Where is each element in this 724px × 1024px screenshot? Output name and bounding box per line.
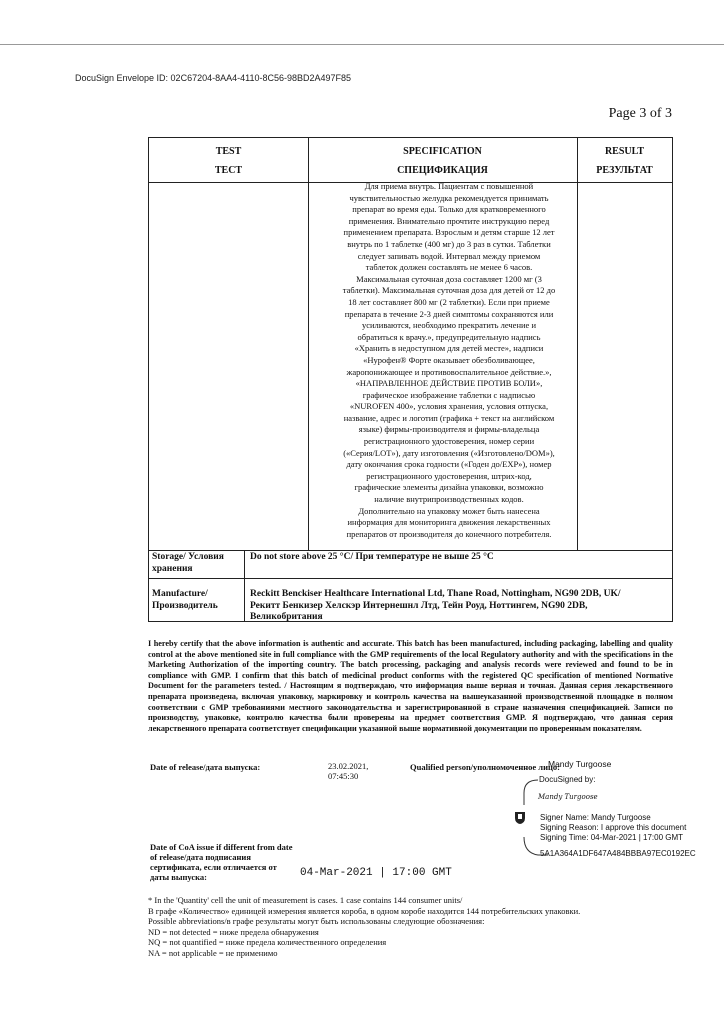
qualified-person-name: Mandy Turgoose — [548, 759, 612, 769]
manufacturer-label-en: Manufacture/ — [152, 589, 208, 599]
release-date-label: Date of release/дата выпуска: — [150, 762, 261, 772]
storage-value: Do not store above 25 °C/ При температуре не выше 25 °C — [250, 552, 494, 562]
signing-reason: Signing Reason: I approve this document — [540, 823, 687, 832]
release-time: 07:45:30 — [328, 771, 359, 781]
manufacturer-label — [152, 589, 218, 612]
storage-label-ru: хранения — [152, 563, 193, 574]
spec-line: название, адрес и логотип (графика + текст на английском — [343, 412, 555, 423]
spec-line: применением препарата. Взрослым и детям старше 12 лет — [343, 227, 555, 238]
footnote-line: * In the 'Quantity' cell the unit of measurement is cases. 1 case contains 144 consumer units/ — [148, 895, 463, 905]
release-date: 23.02.2021, — [328, 761, 369, 771]
header-result — [577, 142, 672, 180]
header-test-en: TEST — [215, 146, 242, 157]
header-spec-en: SPECIFICATION — [403, 146, 482, 157]
manufacturer-divider — [149, 578, 672, 579]
footnote-line: ND = not detected = ниже предела обнаружения — [148, 926, 319, 937]
footnote-line: NQ = not quantified = ниже предела количественного определения — [148, 937, 387, 948]
spec-line: следует запивать водой. Интервал между приемом — [357, 250, 541, 261]
coa-label-line-1: Date of CoA issue if different from date — [150, 842, 293, 852]
manufacturer-value-ru: Рекитт Бенкизер Хелскэр Интернешнл Лтд, Тейн Роуд, Ноттингем, NG90 2DB, — [250, 600, 588, 611]
specification-text — [309, 181, 589, 540]
signing-time: Signing Time: 04-Mar-2021 | 17:00 GMT — [540, 833, 684, 842]
spec-line: 18 лет составляет 800 мг (2 таблетки). Если при приеме — [348, 296, 550, 307]
header-test — [149, 142, 308, 180]
spec-line: обратиться к врачу.», предупредительную надпись — [357, 331, 541, 342]
manufacturer-value-en: Reckitt Benckiser Healthcare International Ltd, Thane Road, Nottingham, NG90 2DB, UK/ — [250, 589, 621, 599]
qualified-person-label: Qualified person/уполномоченное лицо: — [410, 762, 560, 772]
page-number: Page 3 of 3 — [608, 106, 672, 121]
docusigned-by: DocuSigned by: — [539, 775, 596, 784]
spec-line: дату окончания срока годности («Годен до/EXP»), номер — [346, 459, 552, 470]
spec-line: языке) фирмы-производителя и фирмы-владельца — [358, 424, 540, 435]
spec-line: информация для мониторинга движения лекарственных — [347, 517, 551, 528]
spec-line: («Серия/LOT»), дату изготовления («Изготовлено/DOM»), — [343, 447, 555, 458]
certification-statement: I hereby certify that the above information is authentic and accurate. This batch has been manufactured, including packaging, labelling and quality control at the above mentioned site in full compliance with the GMP requirements of the local Regulatory authority and with the specifications in the Marketing Authorization of the importing country. The batch processing, packaging and analysis records were reviewed and found to be in compliance with GMP. I confirm that this batch of medicinal product conforms with the registered QC specification of mentioned Normative Document for the parameters tested. / Настоящим я подтверждаю, что информация выше верная и точная. Данная серия лекарственного препарата произведена, включая упаковку, маркировку и контроль качества на вышеуказанной производственной площадке в полном соответствии с GMP требованиями местного законодательства и зарегистрированной в стране назначения спецификацией. Записи по производству, упаковке, контролю качества были проверены на предмет соответствия GMP. Я подтверждаю, что данная серия лекарственного препарата соответствует спецификации указанной выше нормативной документации по проверенным показателям. — [148, 639, 673, 733]
spec-line: таблетки). Максимальная суточная доза для детей от 12 до — [342, 285, 556, 296]
spec-line: применения. Внимательно прочтите инструкцию перед — [348, 215, 550, 226]
signature-seal-icon — [514, 811, 526, 825]
column-divider-lower — [244, 550, 245, 622]
spec-line: графическое изображение таблетки с надписью — [362, 389, 536, 400]
header-test-ru: ТЕСТ — [214, 165, 243, 176]
manufacturer-value — [250, 589, 670, 624]
storage-label-en: Storage/ Условия — [152, 552, 224, 562]
release-date-value — [328, 761, 368, 781]
header-result-ru: РЕЗУЛЬТАТ — [596, 165, 653, 176]
spec-line: препарат во время еды. Только для кратковременного — [352, 204, 546, 215]
spec-line: «НАПРАВЛЕННОЕ ДЕЙСТВИЕ ПРОТИВ БОЛИ», — [355, 378, 543, 389]
footnote-line: Possible abbreviations/в графе результаты могут быть использованы следующие обозначения: — [148, 916, 485, 927]
storage-divider — [149, 550, 672, 551]
spec-line: регистрационного удостоверения, штрих-код, — [366, 470, 532, 481]
header-result-en: RESULT — [604, 146, 645, 157]
specification-table — [148, 137, 673, 622]
coa-label-line-2: of release/дата подписания — [150, 852, 251, 862]
spec-line: внутрь по 1 таблетке (400 мг) до 3 раз в сутки. Таблетки — [347, 238, 551, 249]
footnotes — [148, 895, 678, 959]
header-specification — [308, 142, 577, 180]
handwritten-signature: Mandy Turgoose — [538, 793, 598, 801]
spec-line: таблеток должен составлять не менее 6 часов. — [365, 262, 533, 273]
spec-line: жаропонижающее и противовоспалительное действие.», — [346, 366, 552, 377]
footnote-line: В графе «Количество» единицей измерения является короба, в одном коробе находится 144 потребительских упаковки. — [148, 905, 581, 916]
signature-details — [540, 813, 686, 843]
manufacturer-value-country: Великобритания — [250, 612, 323, 622]
spec-line: усиливаются, необходимо прекратить лечение и — [361, 320, 537, 331]
docusign-envelope-id: DocuSign Envelope ID: 02C67204-8AA4-4110-8C56-98BD2A497F85 — [75, 73, 352, 83]
spec-line: препаратов от производителя до конечного потребителя. — [346, 528, 552, 539]
scan-edge-line — [0, 44, 724, 45]
spec-line: «NUROFEN 400», условия хранения, условия отпуска, — [349, 401, 549, 412]
storage-label — [152, 552, 224, 575]
coa-label-line-3: сертификата, если отличается от — [150, 862, 277, 872]
spec-line: графические элементы дизайна упаковки, возможно — [354, 482, 544, 493]
spec-line: препарата в течение 2-3 дней симптомы сохраняются или — [344, 308, 554, 319]
spec-line: «Нурофен® Форте оказывает обезболивающее, — [363, 354, 535, 365]
spec-line: Максимальная суточная доза составляет 1200 мг (3 — [356, 273, 542, 284]
docusign-signature-block — [518, 775, 718, 865]
signature-hash: 5A1A364A1DF647A484BBBA97EC0192EC — [540, 849, 696, 858]
coa-label-line-4: даты выпуска: — [150, 872, 208, 882]
manufacturer-label-ru: Производитель — [152, 600, 218, 611]
header-spec-ru: СПЕЦИФИКАЦИЯ — [397, 165, 488, 176]
spec-line: наличие внутрипроизводственных кодов. — [374, 494, 524, 505]
spec-line: Для приема внутрь. Пациентам с повышенной — [364, 181, 534, 191]
footnote-line: NA = not applicable = не применимо — [148, 947, 278, 958]
spec-line: чувствительностью желудка рекомендуется принимать — [349, 192, 549, 203]
coa-date-value: 04-Mar-2021 | 17:00 GMT — [300, 867, 452, 879]
coa-date-label — [150, 842, 293, 882]
spec-line: Дополнительно на упаковку может быть нанесена — [358, 505, 540, 516]
spec-line: «Хранить в недоступном для детей месте», надписи — [354, 343, 544, 354]
spec-line: регистрационного удостоверения, номер серии — [363, 436, 535, 447]
signer-name: Signer Name: Mandy Turgoose — [540, 813, 651, 822]
